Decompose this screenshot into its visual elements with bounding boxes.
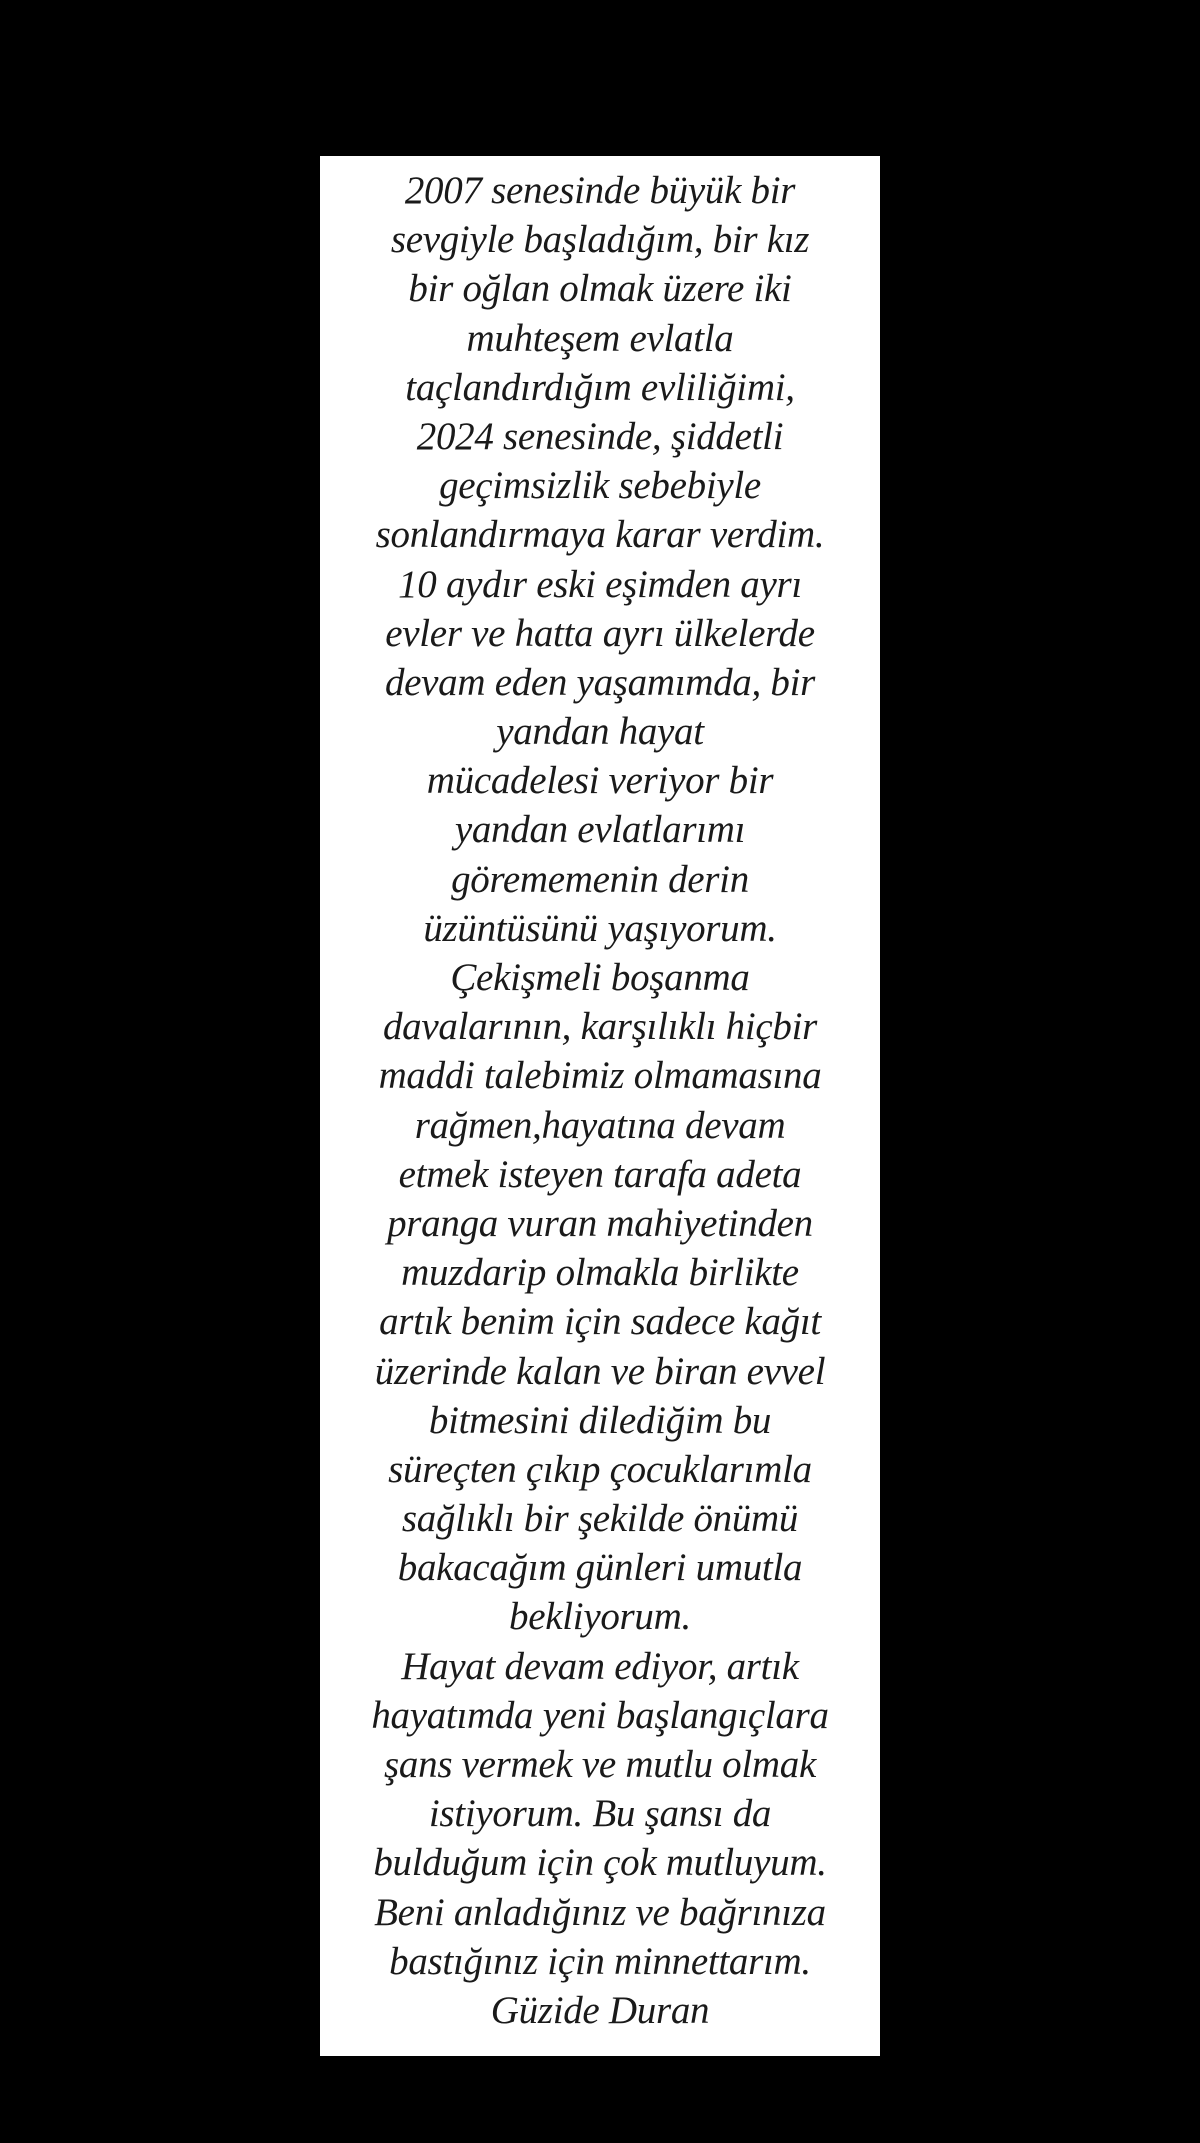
statement-line: sağlıklı bir şekilde önümü [401,1497,799,1541]
statement-line: davalarının, karşılıklı hiçbir [382,1005,818,1049]
statement-line: istiyorum. Bu şansı da [428,1792,772,1836]
statement-line: artık benim için sadece kağıt [379,1300,821,1344]
statement-line: geçimsizlik sebebiyle [439,464,761,508]
statement-line: şans vermek ve mutlu olmak [384,1743,816,1786]
statement-line: bulduğum için çok mutluyum. [373,1841,827,1885]
statement-line: Beni anladığınız ve bağrınıza [374,1890,826,1934]
statement-line: 2024 senesinde, şiddetli [416,414,784,458]
statement-line: maddi talebimiz olmamasına [378,1054,822,1098]
statement-line: rağmen,hayatına devam [414,1103,786,1147]
statement-line: Hayat devam ediyor, artık [401,1644,799,1688]
statement-card [320,156,880,2056]
statement-line: 10 aydır eski eşimden ayrı [398,562,802,606]
statement-line: bakacağım günleri umutla [397,1546,803,1590]
statement-line: pranga vuran mahiyetinden [387,1201,813,1245]
signature-line: Güzide Duran [490,1988,710,2032]
statement-line: bitmesini dilediğim bu [428,1398,772,1442]
statement-line: devam eden yaşamımda, bir [384,660,816,704]
statement-line: görememenin derin [451,857,749,901]
statement-line: Çekişmeli boşanma [450,956,750,999]
statement-line: yandan evlatlarımı [454,808,746,852]
statement-text [320,166,880,2035]
statement-line: süreçten çıkıp çocuklarımla [388,1447,812,1491]
statement-line: muzdarip olmakla birlikte [401,1251,799,1295]
statement-line: bastığınız için minnettarım. [389,1939,811,1983]
statement-line: 2007 senesinde büyük bir [404,169,796,212]
statement-line: bir oğlan olmak üzere iki [408,267,792,311]
statement-line: hayatımda yeni başlangıçlara [371,1693,829,1737]
statement-line: üzüntüsünü yaşıyorum. [423,906,777,950]
statement-line: taçlandırdığım evliliğimi, [405,365,795,409]
statement-line: bekliyorum. [509,1595,691,1639]
statement-line: üzerinde kalan ve biran evvel [374,1349,826,1393]
statement-line: muhteşem evlatla [466,316,734,360]
statement-line: evler ve hatta ayrı ülkelerde [385,611,815,655]
statement-line: sevgiyle başladığım, bir kız [390,218,810,262]
statement-line: mücadelesi veriyor bir [426,759,774,803]
statement-line: etmek isteyen tarafa adeta [398,1152,802,1196]
statement-line: sonlandırmaya karar verdim. [375,513,825,557]
statement-line: yandan hayat [496,710,704,754]
